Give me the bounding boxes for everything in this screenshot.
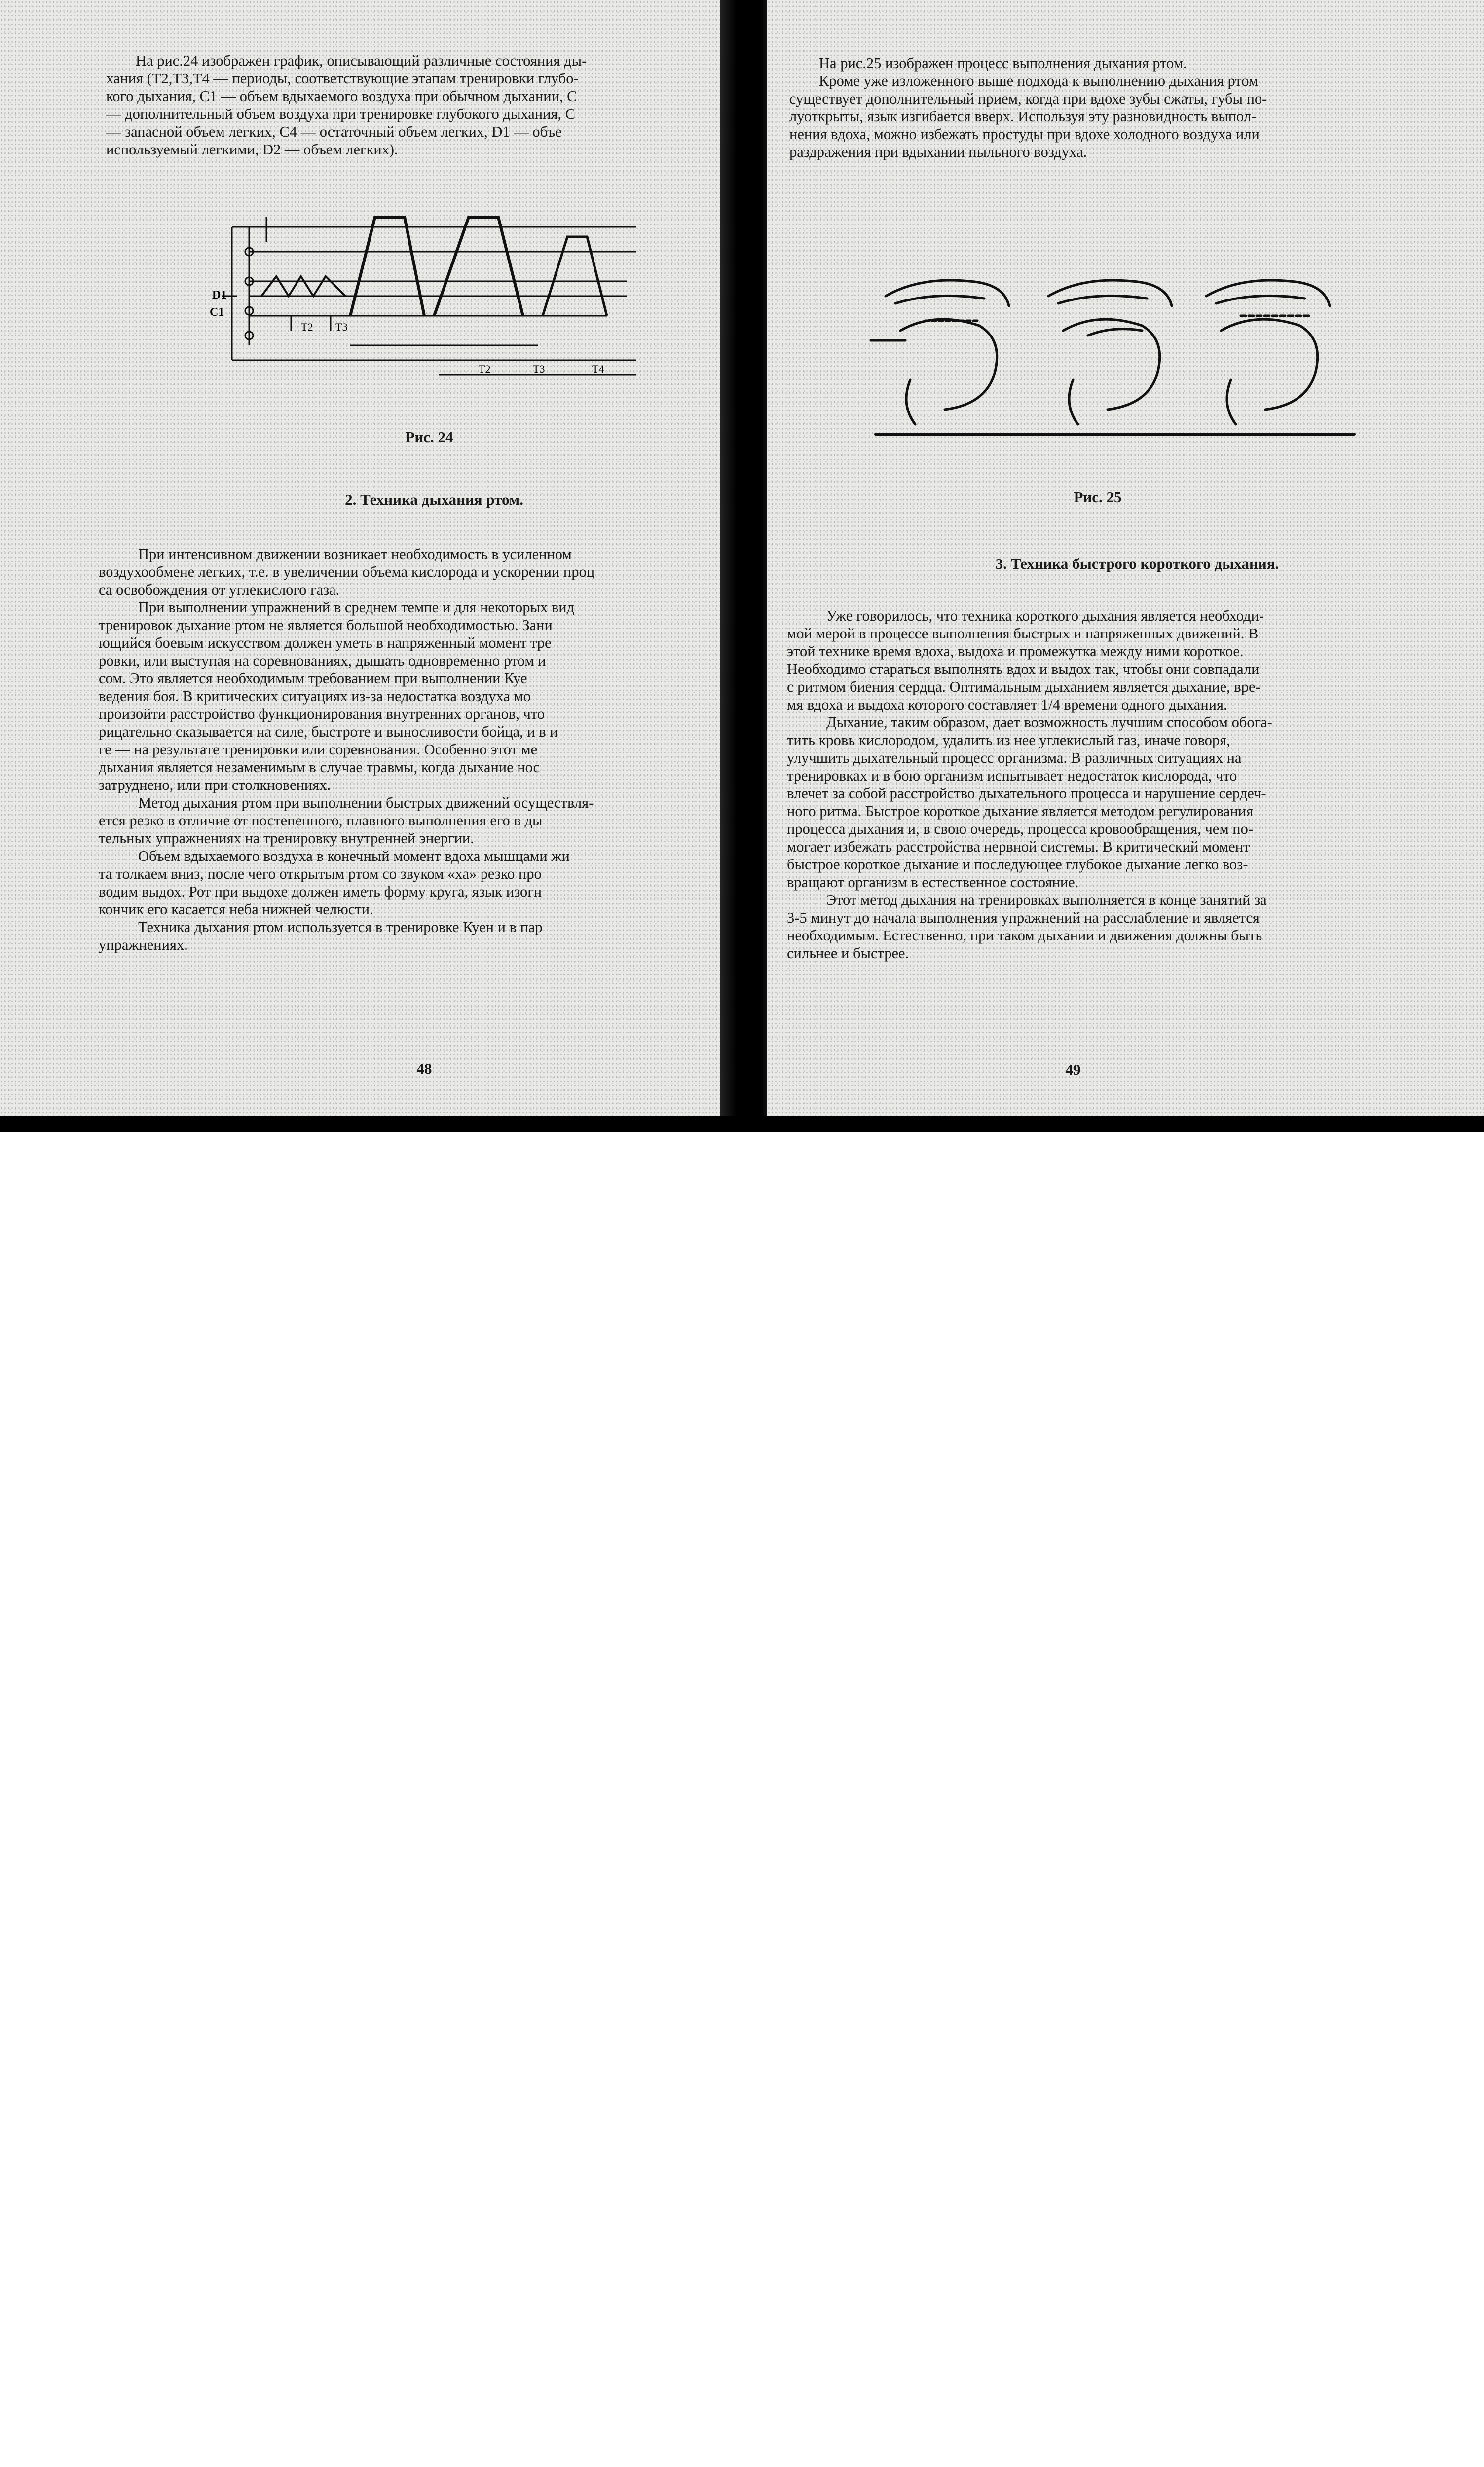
text-line: луоткрыты, язык изгибается вверх. Используя эту разновидность выпол- (789, 108, 1257, 125)
right-intro-text (789, 54, 1431, 161)
text-line: — запасной объем легких, С4 — остаточный объем легких, D1 — объе (106, 123, 562, 140)
text-line: кончик его касается неба нижней челюсти. (99, 901, 373, 918)
graph-label: Т3 (533, 363, 545, 375)
text-line: сом. Это является необходимым требованием при выполнении Куе (99, 670, 527, 687)
text-line: произойти расстройство функционирования внутренних органов, что (99, 706, 545, 722)
text-line: 3-5 минут до начала выполнения упражнений на расслабление и является (787, 909, 1260, 926)
text-line: Необходимо стараться выполнять вдох и выдох так, чтобы они совпадали (787, 661, 1260, 677)
text-line: При выполнении упражнений в среднем темпе и для некоторых вид (138, 599, 575, 616)
scan-bottom-edge (0, 1116, 1484, 1132)
figure-24-caption: Рис. 24 (405, 428, 453, 446)
graph-label: Т2 (301, 321, 313, 333)
text-line: кого дыхания, С1 — объем вдыхаемого воздуха при обычном дыхании, С (106, 88, 577, 105)
text-line: тить кровь кислородом, удалить из нее углекислый газ, иначе говоря, (787, 732, 1230, 748)
text-line: ется резко в отличие от постепенного, плавного выполнения его в ды (99, 812, 543, 829)
text-line: улучшить дыхательный процесс организма. В различных ситуациях на (787, 749, 1242, 766)
graph-label: D1 (212, 289, 227, 301)
text-line: рицательно сказывается на силе, быстроте и выносливости бойца, и в и (99, 723, 558, 740)
graph-label: Т3 (335, 321, 348, 333)
text-line: та толкаем вниз, после чего открытым ртом со звуком «ха» резко про (99, 865, 542, 882)
text-line: Техника дыхания ртом используется в тренировке Куен и в пар (138, 919, 543, 935)
left-intro-text (106, 52, 723, 158)
text-line: хания (Т2,Т3,Т4 — периоды, соответствующие этапам тренировки глубо- (106, 70, 579, 87)
text-line: мя вдоха и выдоха которого составляет 1/4 времени одного дыхания. (787, 696, 1227, 713)
text-line: с ритмом биения сердца. Оптимальным дыханием является дыхание, вре- (787, 678, 1261, 695)
figure-24-breathing-graph (202, 197, 646, 405)
section-heading-quick-short-breathing: 3. Техника быстрого короткого дыхания. (995, 555, 1279, 572)
text-line: тренировках и в бою организм испытывает недостаток кислорода, что (787, 767, 1237, 784)
text-line: тренировок дыхание ртом не является большой необходимостью. Зани (99, 617, 553, 634)
text-line: ведения боя. В критических ситуациях из-за недостатка воздуха мо (99, 688, 531, 705)
text-line: — дополнительный объем воздуха при тренировке глубокого дыхания, С (106, 106, 576, 122)
graph-label: С1 (210, 306, 224, 319)
right-body-text (787, 607, 1433, 962)
text-line: ге — на результате тренировки или соревнования. Особенно этот ме (99, 741, 538, 758)
text-line: На рис.25 изображен процесс выполнения дыхания ртом. (819, 55, 1187, 72)
text-line: тельных упражнениях на тренировку внутренней энергии. (99, 830, 474, 847)
text-line: водим выдох. Рот при выдохе должен иметь форму круга, язык изогн (99, 883, 542, 900)
graph-label: Т4 (592, 363, 604, 375)
text-line: существует дополнительный прием, когда при вдохе зубы сжаты, губы по- (789, 90, 1267, 107)
text-line: необходимым. Естественно, при таком дыхании и движения должны быть (787, 927, 1262, 944)
text-line: упражнениях. (99, 936, 188, 953)
figure-25-mouth-breathing-illustration (866, 257, 1359, 449)
figure-25-caption: Рис. 25 (1074, 488, 1122, 506)
text-line: При интенсивном движении возникает необходимость в усиленном (138, 546, 572, 562)
text-line: са освобождения от углекислого газа. (99, 581, 340, 598)
text-line: воздухообмене легких, т.е. в увеличении объема кислорода и ускорении проц (99, 563, 595, 580)
text-line: ного ритма. Быстрое короткое дыхание является методом регулирования (787, 803, 1253, 820)
text-line: Дыхание, таким образом, дает возможность лучшим способом обога- (826, 714, 1272, 731)
text-line: Этот метод дыхания на тренировках выполняется в конце занятий за (826, 892, 1267, 908)
text-line: затруднено, или при столкновениях. (99, 777, 331, 793)
text-line: быстрое короткое дыхание и последующее глубокое дыхание легко воз- (787, 856, 1248, 873)
text-line: могает избежать расстройства нервной системы. В критический момент (787, 838, 1250, 855)
text-line: используемый легкими, D2 — объем легких). (106, 141, 398, 158)
right-page (767, 0, 1484, 1116)
book-spine-shadow (720, 0, 775, 1116)
page-number-left: 48 (416, 1060, 432, 1077)
text-line: процесса дыхания и, в свою очередь, процесса кровообращения, чем по- (787, 821, 1253, 837)
text-line: дыхания является незаменимым в случае травмы, когда дыхание нос (99, 759, 540, 776)
text-line: сильнее и быстрее. (787, 945, 909, 962)
text-line: Объем вдыхаемого воздуха в конечный момент вдоха мышцами жи (138, 848, 570, 864)
text-line: ющийся боевым искусством должен уметь в напряженный момент тре (99, 635, 552, 651)
text-line: раздражения при вдыхании пыльного воздуха. (789, 144, 1087, 160)
scanned-book-spread (0, 0, 1484, 1132)
text-line: этой технике время вдоха, выдоха и промежутка между ними короткое. (787, 643, 1244, 660)
text-line: мой мерой в процессе выполнения быстрых и напряженных движений. В (787, 625, 1259, 642)
text-line: вращают организм в естественное состояние. (787, 874, 1079, 891)
text-line: На рис.24 изображен график, описывающий различные состояния ды- (136, 52, 587, 69)
text-line: ровки, или выступая на соревнованиях, дышать одновременно ртом и (99, 652, 546, 669)
text-line: нения вдоха, можно избежать простуды при вдохе холодного воздуха или (789, 126, 1260, 143)
text-line: влечет за собой расстройство дыхательного процесса и нарушение сердеч- (787, 785, 1266, 802)
text-line: Уже говорилось, что техника короткого дыхания является необходи- (826, 607, 1264, 624)
left-body-text (99, 545, 723, 954)
section-heading-mouth-breathing: 2. Техника дыхания ртом. (345, 491, 523, 508)
graph-label: Т2 (479, 363, 491, 375)
page-number-right: 49 (1065, 1061, 1081, 1078)
text-line: Метод дыхания ртом при выполнении быстрых движений осуществля- (138, 794, 594, 811)
left-page (0, 0, 730, 1116)
text-line: Кроме уже изложенного выше подхода к выполнению дыхания ртом (819, 73, 1259, 89)
